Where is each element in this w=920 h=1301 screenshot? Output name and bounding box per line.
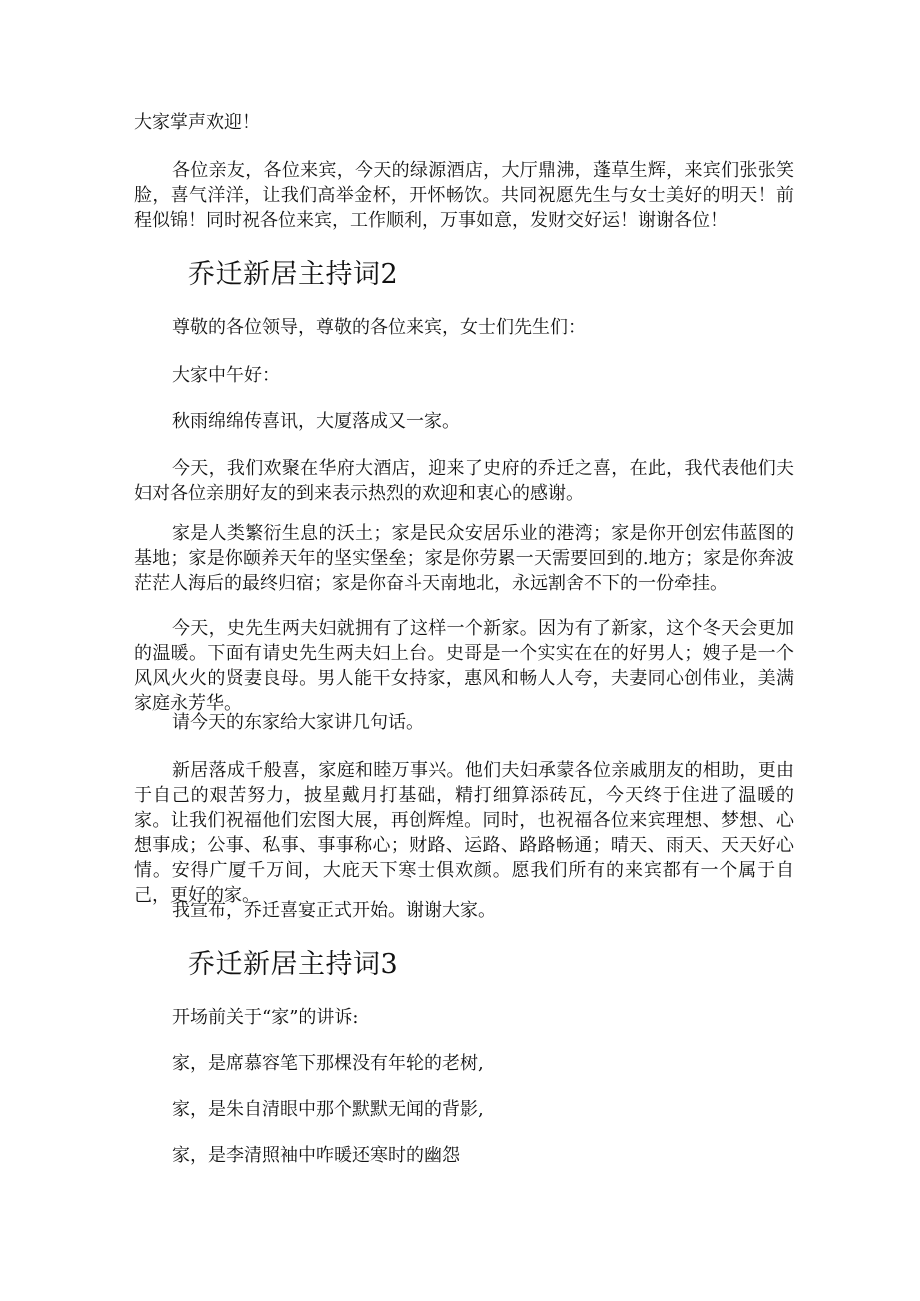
paragraph-greeting: 尊敬的各位领导，尊敬的各位来宾，女士们先生们： [172, 317, 586, 338]
paragraph-gathering: 今天，我们欢聚在华府大酒店，迎来了史府的乔迁之喜，在此，我代表他们夫妇对各位亲朋好友的到来表示热烈的欢迎和衷心的感谢。 [134, 458, 794, 504]
paragraph-home-is: 家是人类繁衍生息的沃土；家是民众安居乐业的港湾；家是你开创宏伟蓝图的基地；家是你颐养天年的坚实堡垒；家是你劳累一天需要回到的.地方；家是你奔波茫茫人海后的最终归宿；家是你奋斗天南地北，永远割舍不下的一份牵挂。 [134, 523, 794, 594]
paragraph-home-sleeve: 家，是李清照袖中咋暖还寒时的幽怨 [172, 1145, 460, 1166]
paragraph-home-tree: 家，是席慕容笔下那棵没有年轮的老树, [172, 1053, 484, 1074]
paragraph-autumn-rain: 秋雨绵绵传喜讯，大厦落成又一家。 [172, 411, 460, 432]
section-heading-2: 乔迁新居主持词2 [188, 259, 399, 290]
paragraph-new-home: 今天，史先生两夫妇就拥有了这样一个新家。因为有了新家，这个冬天会更加的温暖。下面有请史先生两夫妇上台。史哥是一个实实在在的好男人；嫂子是一个风风火火的贤妻良母。男人能干女持家，惠风和畅人人夸，夫妻同心创伟业，美满家庭永芳华。 [134, 618, 794, 714]
paragraph-toast: 各位亲友，各位来宾，今天的绿源酒店，大厅鼎沸，蓬草生辉，来宾们张张笑脸，喜气洋洋，让我们高举金杯，开怀畅饮。共同祝愿先生与女士美好的明天！前程似锦！同时祝各位来宾，工作顺利，万事如意，发财交好运！谢谢各位！ [134, 160, 794, 231]
paragraph-home-back: 家，是朱自清眼中那个默默无闻的背影, [172, 1099, 484, 1120]
paragraph-blessing: 新居落成千般喜，家庭和睦万事兴。他们夫妇承蒙各位亲戚朋友的相助，更由于自己的艰苦努力，披星戴月打基础，精打细算添砖瓦，今天终于住进了温暖的家。让我们祝福他们宏图大展，再创辉煌。同时，也祝福各位来宾理想、梦想、心想事成；公事、私事、事事称心；财路、运路、路路畅通；晴天、雨天、天天好心情。安得广厦千万间，大庇天下寒士俱欢颜。愿我们所有的来宾都有一个属于自己，更好的家。 [134, 760, 794, 906]
paragraph-announcement: 我宣布，乔迁喜宴正式开始。谢谢大家。 [172, 900, 496, 921]
section-heading-3: 乔迁新居主持词3 [188, 949, 399, 980]
paragraph-applause: 大家掌声欢迎！ [134, 112, 260, 133]
paragraph-good-noon: 大家中午好： [172, 365, 280, 386]
paragraph-opening: 开场前关于“家”的讲诉: [172, 1007, 359, 1028]
paragraph-host-speech: 请今天的东家给大家讲几句话。 [172, 712, 424, 733]
